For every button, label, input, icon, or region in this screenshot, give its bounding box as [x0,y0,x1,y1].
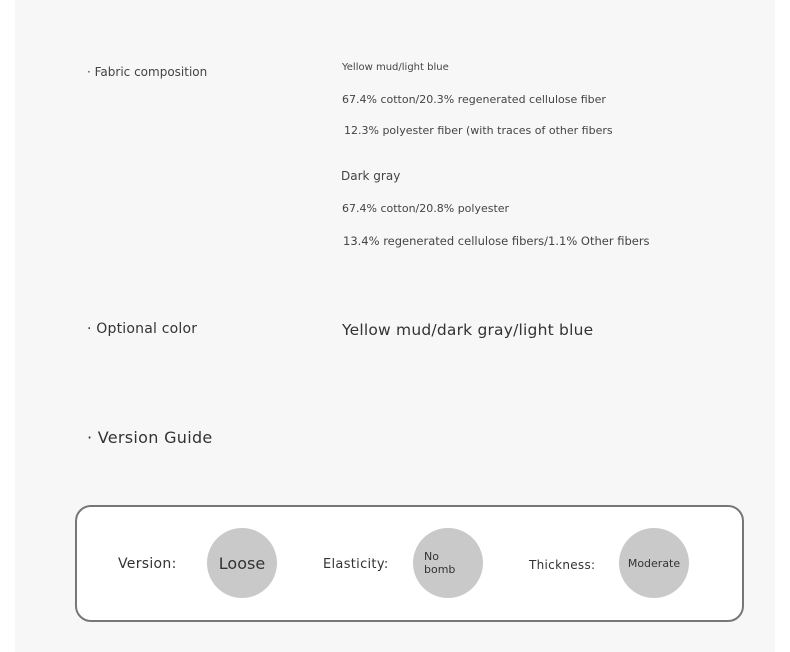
version-guide-box [75,505,744,622]
fabric-group2-line2: 13.4% regenerated cellulose fibers/1.1% Other fibers [343,234,650,248]
fabric-group1-line1: 67.4% cotton/20.3% regenerated cellulose fiber [342,93,606,106]
version-value: Loose [218,553,266,573]
elasticity-badge [413,528,483,598]
optional-color-label: · Optional color [87,321,198,337]
fabric-group1-title: Yellow mud/light blue [342,62,449,73]
elasticity-value: No bomb [424,550,456,576]
fabric-group2-line1: 67.4% cotton/20.8% polyester [342,202,510,215]
thickness-label: Thickness: [529,558,596,572]
fabric-group2-title: Dark gray [341,169,401,183]
optional-color-value: Yellow mud/dark gray/light blue [342,321,594,339]
version-badge [207,528,277,598]
thickness-badge [619,528,689,598]
thickness-value: Moderate [627,556,681,570]
elasticity-label: Elasticity: [323,557,389,572]
version-guide-title: · Version Guide [87,428,213,447]
version-label: Version: [118,556,177,572]
fabric-group1-line2: 12.3% polyester fiber (with traces of other fibers [344,124,613,137]
fabric-composition-label: · Fabric composition [87,65,208,79]
